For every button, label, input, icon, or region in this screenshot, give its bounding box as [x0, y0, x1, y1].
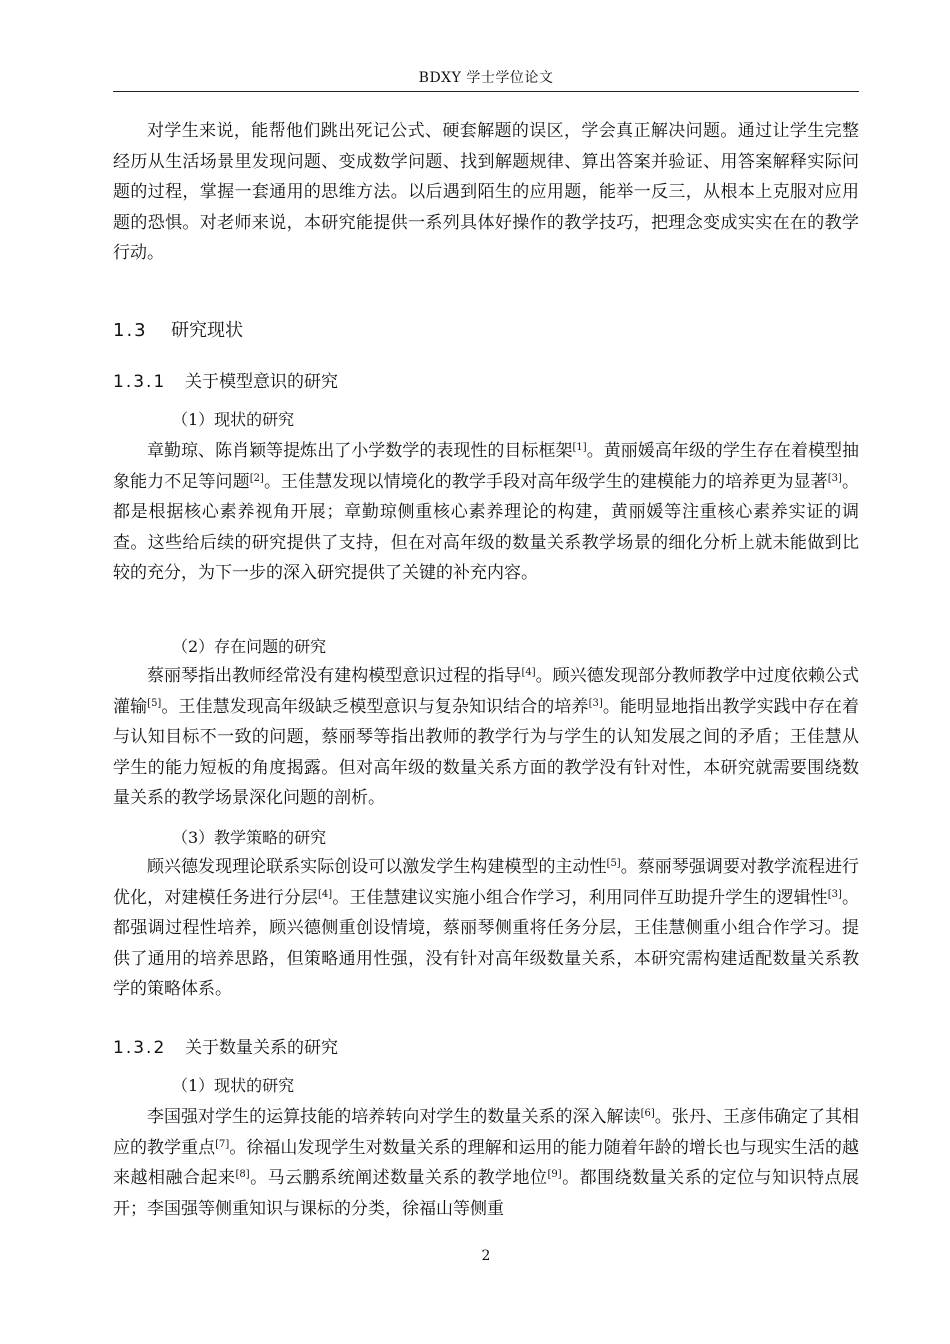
- text-segment: 。能明显地指出教学实践中存在着与认知目标不一致的问题，蔡丽琴等指出教师的教学行为与学生的认知发展之间的矛盾；王佳慧从学生的能力短板的角度揭露。但对高年级的数量关系方面的教学没有针对性，本研究就需要围绕数量关系的教学场景深化问题的剖析。: [113, 696, 860, 808]
- sub-heading-strategies: （3）教学策略的研究: [172, 828, 327, 847]
- sub-heading-status-2: （1）现状的研究: [172, 1076, 295, 1095]
- text-segment: 。王佳慧发现以情境化的教学手段对高年级学生的建模能力的培养更为显著: [263, 471, 828, 492]
- text-segment: 李国强对学生的运算技能的培养转向对学生的数量关系的深入解读: [147, 1107, 641, 1127]
- text-segment: 蔡丽琴指出教师经常没有建构模型意识过程的指导: [147, 666, 522, 686]
- text-segment: 。都是根据核心素养视角开展；章勤琼侧重核心素养理论的构建，黄丽媛等注重核心素养实证的调查。这些给后续的研究提供了支持，但在对高年级的数量关系教学场景的细化分析上就未能做到比较的充分，为下一步的深入研究提供了关键的补充内容。: [113, 471, 860, 583]
- text-segment: 。徐福山发现学生对数量关系的理解和运用的能力随着年龄的增长也与现实生活的越来越相融合起来: [113, 1137, 860, 1188]
- citation: [3]: [588, 697, 603, 709]
- subsection-title: 关于模型意识的研究: [185, 372, 338, 392]
- running-header: BDXY 学士学位论文: [418, 70, 554, 86]
- model-status-paragraph: [113, 436, 859, 589]
- text-segment: 。马云鹏系统阐述数量关系的教学地位: [249, 1168, 548, 1188]
- citation: [3]: [827, 888, 842, 900]
- citation: [5]: [606, 858, 621, 869]
- subsection-heading-1-3-2: [113, 1034, 859, 1062]
- model-strategies-paragraph: [113, 852, 859, 1005]
- subsection-number: 1.3.2: [113, 1038, 167, 1058]
- citation: [4]: [318, 888, 333, 900]
- citation: [2]: [249, 472, 264, 484]
- model-problems-paragraph: [113, 661, 859, 814]
- quantity-status-paragraph: [113, 1102, 859, 1224]
- text-segment: 。王佳慧发现高年级缺乏模型意识与复杂知识结合的培养: [161, 696, 589, 717]
- citation: [9]: [547, 1169, 562, 1180]
- citation: [6]: [640, 1108, 655, 1119]
- text-segment: 。都围绕数量关系的定位与知识特点展开；李国强等侧重知识与课标的分类，徐福山等侧重: [113, 1168, 860, 1219]
- text-segment: 。顾兴德发现部分教师教学中过度依赖公式灌输: [113, 666, 860, 717]
- citation: [3]: [827, 472, 842, 484]
- text-segment: 。都强调过程性培养，顾兴德侧重创设情境，蔡丽琴侧重将任务分层，王佳慧侧重小组合作学习。提供了通用的培养思路，但策略通用性强，没有针对高年级数量关系，本研究需构建适配数量关系教学的策略体系。: [113, 887, 860, 999]
- page-number: 2: [481, 1248, 491, 1264]
- text-segment: 。张丹、王彦伟确定了其相应的教学重点: [113, 1107, 860, 1158]
- text-segment: 。黄丽媛高年级的学生存在着模型抽象能力不足等问题: [113, 441, 860, 492]
- citation: [4]: [521, 667, 536, 678]
- section-number: 1.3: [113, 320, 148, 341]
- citation: [7]: [215, 1138, 230, 1150]
- text-segment: 。王佳慧建议实施小组合作学习，利用同伴互助提升学生的逻辑性: [332, 887, 828, 908]
- subsection-title: 关于数量关系的研究: [185, 1038, 338, 1058]
- citation: [8]: [235, 1169, 250, 1180]
- sub-heading-problems: （2）存在问题的研究: [172, 637, 327, 656]
- subsection-heading-1-3-1: [113, 368, 859, 396]
- text-segment: 顾兴德发现理论联系实际创设可以激发学生构建模型的主动性: [147, 857, 607, 877]
- intro-paragraph: 对学生来说，能帮他们跳出死记公式、硬套解题的误区，学会真正解决问题。通过让学生完整经历从生活场景里发现问题、变成数学问题、找到解题规律、算出答案并验证、用答案解释实际问题的过程，掌握一套通用的思维方法。以后遇到陌生的应用题，能举一反三，从根本上克服对应用题的恐惧。对老师来说，本研究能提供一系列具体好操作的教学技巧，把理念变成实实在在的教学行动。: [113, 121, 859, 263]
- sub-heading-status: （1）现状的研究: [172, 410, 295, 429]
- section-title: 研究现状: [171, 320, 243, 341]
- text-segment: 章勤琼、陈肖颖等提炼出了小学数学的表现性的目标框架: [147, 441, 573, 461]
- text-segment: 。蔡丽琴强调要对教学流程进行优化，对建模任务进行分层: [113, 857, 860, 908]
- citation: [5]: [147, 697, 162, 709]
- subsection-number: 1.3.1: [113, 372, 167, 392]
- section-heading-1-3: [113, 316, 859, 346]
- citation: [1]: [572, 442, 587, 453]
- header-divider: [113, 91, 859, 92]
